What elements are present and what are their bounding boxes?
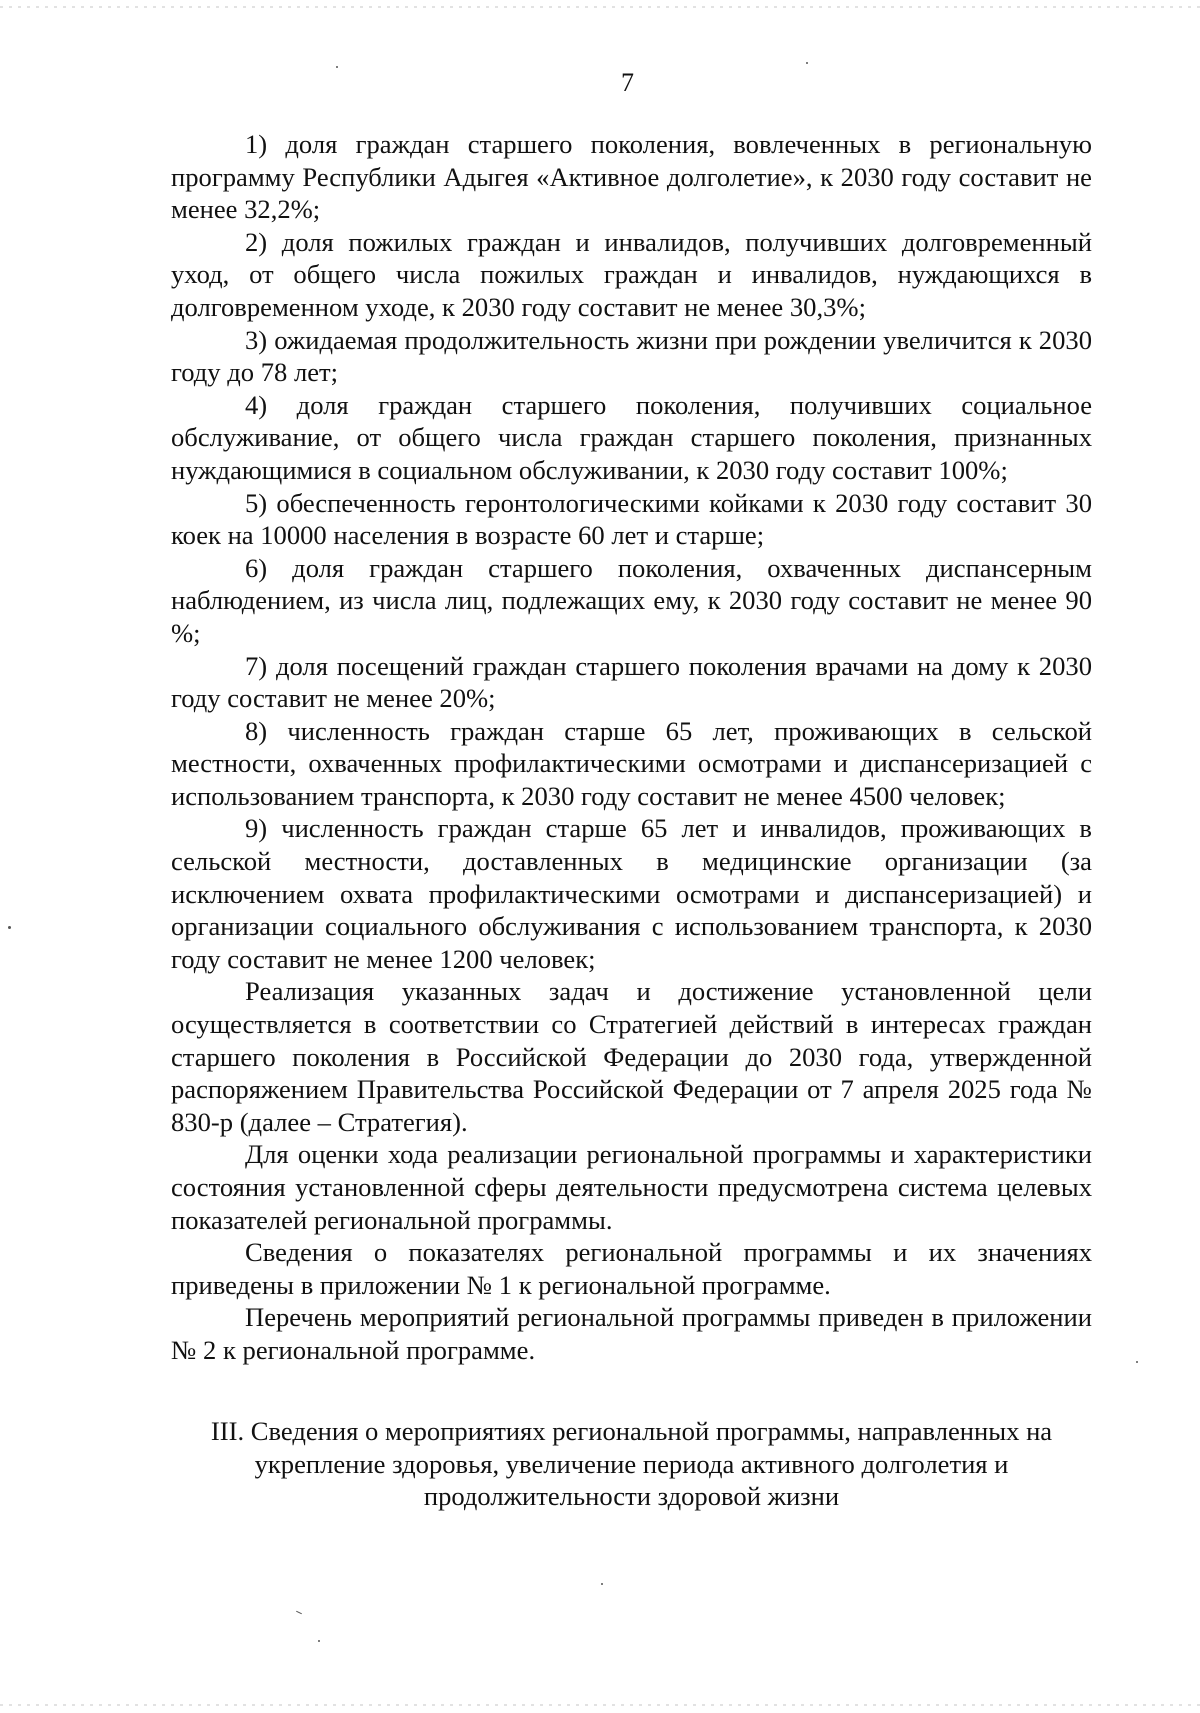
list-item-4: 4) доля граждан старшего поколения, получивших социальное обслуживание, от общего числа граждан старшего поколения, признанных нуждающимися в социальном обслуживании, к 2030 году составит 100%; (171, 389, 1092, 485)
scan-top-edge (0, 6, 1200, 8)
list-item-8: 8) численность граждан старше 65 лет, проживающих в сельской местности, охваченных профилактическими осмотрами и диспансеризацией с использованием транспорта, к 2030 году составит не менее 4500 человек; (171, 715, 1092, 811)
scan-speck (318, 1640, 320, 1642)
list-item-2: 2) доля пожилых граждан и инвалидов, получивших долговременный уход, от общего числа пожилых граждан и инвалидов, нуждающихся в долговременном уходе, к 2030 году составит не менее 30,3%; (171, 226, 1092, 322)
list-item-9: 9) численность граждан старше 65 лет и инвалидов, проживающих в сельской местности, доставленных в медицинские организации (за исключением охвата профилактическими осмотрами и диспансеризацией) и организации социального обслуживания с использованием транспорта, к 2030 году составит не менее 1200 человек; (171, 813, 1092, 974)
section-heading-line: III. Сведения о мероприятиях региональной программы, направленных на (210, 1416, 1053, 1446)
appendix-2-paragraph: Перечень мероприятий региональной программы приведен в приложении № 2 к региональной программе. (171, 1302, 1092, 1365)
appendix-1-paragraph: Сведения о показателях региональной программы и их значениях приведены в приложении № 1 к региональной программе. (171, 1237, 1092, 1300)
body-text (171, 128, 1092, 1367)
indicators-system-paragraph: Для оценки хода реализации региональной программы и характеристики состояния установленной сферы деятельности предусмотрена система целевых показателей региональной программы. (171, 1139, 1092, 1235)
list-item-1: 1) доля граждан старшего поколения, вовлеченных в региональную программу Республики Адыгея «Активное долголетие», к 2030 году составит не менее 32,2%; (171, 129, 1092, 225)
scan-bottom-edge (0, 1704, 1200, 1706)
list-item-3: 3) ожидаемая продолжительность жизни при рождении увеличится к 2030 году до 78 лет; (171, 324, 1092, 388)
scan-speck (806, 62, 808, 64)
scan-speck (601, 1583, 603, 1585)
list-item-6: 6) доля граждан старшего поколения, охваченных диспансерным наблюдением, из числа лиц, подлежащих ему, к 2030 году составит не менее 90 %; (171, 552, 1092, 648)
section-heading (171, 1415, 1092, 1513)
strategy-paragraph: Реализация указанных задач и достижение установленной цели осуществляется в соответствии со Стратегией действий в интересах граждан старшего поколения в Российской Федерации до 2030 года, утвержденной распоряжением Правительства Российской Федерации от 7 апреля 2025 года № 830-р (далее – Стратегия). (171, 976, 1092, 1137)
scan-speck (1136, 1361, 1138, 1363)
list-item-5: 5) обеспеченность геронтологическими койками к 2030 году составит 30 коек на 10000 населения в возрасте 60 лет и старше; (171, 487, 1092, 551)
section-heading-line: продолжительности здоровой жизни (423, 1481, 840, 1512)
section-heading-line: укрепление здоровья, увеличение периода активного долголетия и (254, 1448, 1009, 1479)
scan-speck (8, 926, 11, 929)
scan-speck (296, 1611, 302, 1614)
page-number: 7 (621, 68, 634, 97)
list-item-7: 7) доля посещений граждан старшего поколения врачами на дому к 2030 году составит не менее 20%; (171, 650, 1092, 714)
